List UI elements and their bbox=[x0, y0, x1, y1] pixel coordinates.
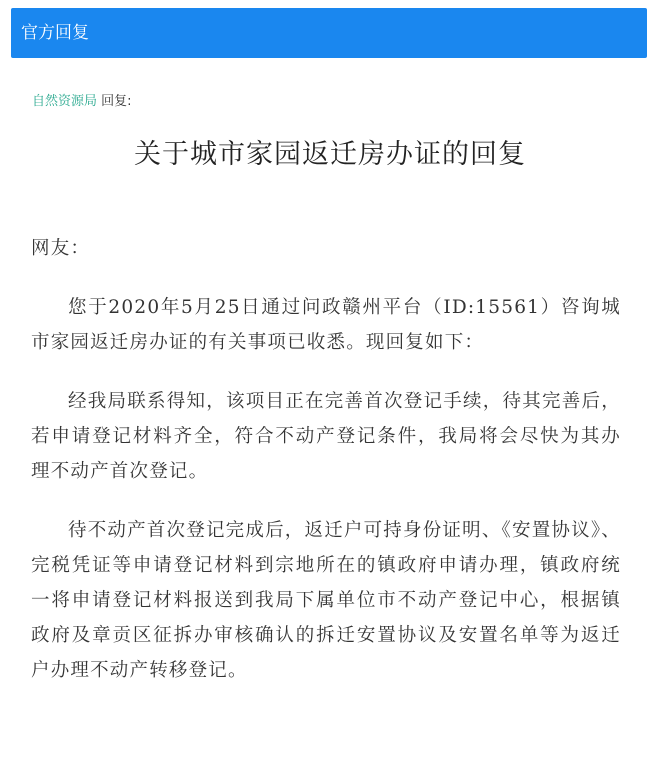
header-title: 官方回复 bbox=[21, 23, 89, 43]
paragraph-3: 待不动产首次登记完成后，返迁户可持身份证明、《安置协议》、完税凭证等申请登记材料到宗地所在的镇政府申请办理，镇政府统一将申请登记材料报送到我局下属单位市不动产登记中心，根据镇政府及章贡区征拆办审核确认的拆迁安置协议及安置名单等为返迁户办理不动产转移登记。 bbox=[31, 520, 621, 681]
article-title: 关于城市家园返迁房办证的回复 bbox=[134, 139, 526, 170]
article-body bbox=[31, 231, 621, 712]
paragraph-2: 经我局联系得知，该项目正在完善首次登记手续，待其完善后，若申请登记材料齐全，符合不动产登记条件，我局将会尽快为其办理不动产首次登记。 bbox=[31, 391, 621, 482]
header-bar bbox=[11, 8, 647, 58]
reply-suffix: 回复: bbox=[97, 94, 132, 109]
salutation: 网友： bbox=[31, 238, 91, 259]
department-link[interactable]: 自然资源局 bbox=[32, 94, 98, 109]
reply-attribution bbox=[32, 92, 132, 112]
paragraph-1: 您于2020年5月25日通过问政赣州平台（ID:15561）咨询城市家园返迁房办证的有关事项已收悉。现回复如下： bbox=[31, 297, 621, 353]
